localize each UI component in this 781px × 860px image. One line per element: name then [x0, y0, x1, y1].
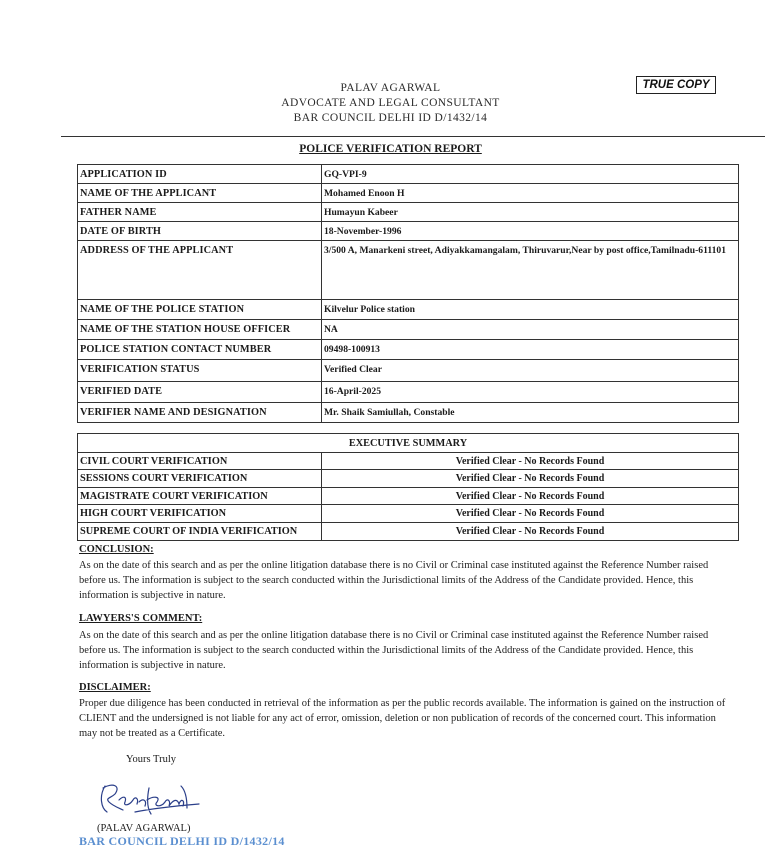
court-label: SUPREME COURT OF INDIA VERIFICATION — [78, 523, 322, 541]
detail-label: NAME OF THE APPLICANT — [78, 184, 322, 203]
executive-summary-title: EXECUTIVE SUMMARY — [78, 434, 739, 453]
detail-label: ADDRESS OF THE APPLICANT — [78, 241, 322, 300]
detail-value: 3/500 A, Manarkeni street, Adiyakkamangalam, Thiruvarur,Near by post office,Tamilnadu-611101 — [322, 241, 739, 300]
detail-value: 18-November-1996 — [322, 222, 739, 241]
court-label: MAGISTRATE COURT VERIFICATION — [78, 488, 322, 505]
true-copy-stamp: TRUE COPY — [636, 76, 716, 94]
detail-value: 16-April-2025 — [322, 382, 739, 403]
table-row — [78, 505, 739, 523]
detail-value: Humayun Kabeer — [322, 203, 739, 222]
table-row — [78, 403, 739, 423]
report-title: POLICE VERIFICATION REPORT — [299, 143, 482, 155]
lawyers-comment-heading: LAWYERS'S COMMENT: — [79, 613, 203, 624]
advocate-role: ADVOCATE AND LEGAL CONSULTANT — [281, 97, 500, 109]
conclusion-text: As on the date of this search and as per the online litigation database there is no Civil or Criminal case instituted against the Reference Number raised before us. The information is subject to the search conducted within the Jurisdictional limits of the Address of the Candidate provided. Hence, this information is subjective in nature. — [79, 560, 709, 601]
table-row — [78, 382, 739, 403]
detail-label: VERIFIED DATE — [78, 382, 322, 403]
footer-bar-council-id: BAR COUNCIL DELHI ID D/1432/14 — [79, 834, 285, 848]
table-row — [78, 320, 739, 340]
detail-label: DATE OF BIRTH — [78, 222, 322, 241]
header-divider — [61, 136, 765, 137]
detail-label: APPLICATION ID — [78, 165, 322, 184]
table-row — [78, 300, 739, 320]
court-result: Verified Clear - No Records Found — [322, 453, 739, 470]
detail-value: Mohamed Enoon H — [322, 184, 739, 203]
detail-value: Mr. Shaik Samiullah, Constable — [322, 403, 739, 423]
disclaimer-heading: DISCLAIMER: — [79, 682, 151, 693]
signature-image — [95, 778, 205, 820]
closing-text: Yours Truly — [126, 754, 177, 765]
table-row — [78, 184, 739, 203]
court-result: Verified Clear - No Records Found — [322, 470, 739, 488]
table-row — [78, 360, 739, 382]
detail-value: GQ-VPI-9 — [322, 165, 739, 184]
signatory-name: (PALAV AGARWAL) — [97, 823, 191, 834]
court-result: Verified Clear - No Records Found — [322, 523, 739, 541]
details-table — [77, 164, 739, 423]
detail-value: 09498-100913 — [322, 340, 739, 360]
detail-label: NAME OF THE STATION HOUSE OFFICER — [78, 320, 322, 340]
detail-value: Verified Clear — [322, 360, 739, 382]
court-label: SESSIONS COURT VERIFICATION — [78, 470, 322, 488]
detail-value: Kilvelur Police station — [322, 300, 739, 320]
detail-label: VERIFIER NAME AND DESIGNATION — [78, 403, 322, 423]
advocate-name: PALAV AGARWAL — [340, 82, 441, 94]
table-row — [78, 340, 739, 360]
bar-council-id: BAR COUNCIL DELHI ID D/1432/14 — [293, 112, 488, 124]
detail-label: VERIFICATION STATUS — [78, 360, 322, 382]
table-row — [78, 222, 739, 241]
lawyers-comment-text: As on the date of this search and as per the online litigation database there is no Civil or Criminal case instituted against the Reference Number raised before us. The information is subject to the search conducted within the Jurisdictional limits of the Address of the Candidate provided. Hence, this information is subjective in nature. — [79, 630, 709, 671]
court-label: CIVIL COURT VERIFICATION — [78, 453, 322, 470]
table-row — [78, 453, 739, 470]
summary-title-row — [78, 434, 739, 453]
conclusion-heading: CONCLUSION: — [79, 544, 154, 555]
court-label: HIGH COURT VERIFICATION — [78, 505, 322, 523]
detail-label: POLICE STATION CONTACT NUMBER — [78, 340, 322, 360]
disclaimer-text: Proper due diligence has been conducted in retrieval of the information as per the public records available. The information is gained on the instruction of CLIENT and the undersigned is not liable for any act of error, omission, deletion or non publication of records of the concerned court. This information may not be treated as a Certificate. — [79, 698, 726, 739]
table-row — [78, 165, 739, 184]
table-row — [78, 203, 739, 222]
table-row — [78, 470, 739, 488]
detail-value: NA — [322, 320, 739, 340]
court-result: Verified Clear - No Records Found — [322, 488, 739, 505]
table-row — [78, 488, 739, 505]
executive-summary-table — [77, 433, 739, 541]
court-result: Verified Clear - No Records Found — [322, 505, 739, 523]
table-row — [78, 241, 739, 300]
table-row — [78, 523, 739, 541]
detail-label: NAME OF THE POLICE STATION — [78, 300, 322, 320]
detail-label: FATHER NAME — [78, 203, 322, 222]
